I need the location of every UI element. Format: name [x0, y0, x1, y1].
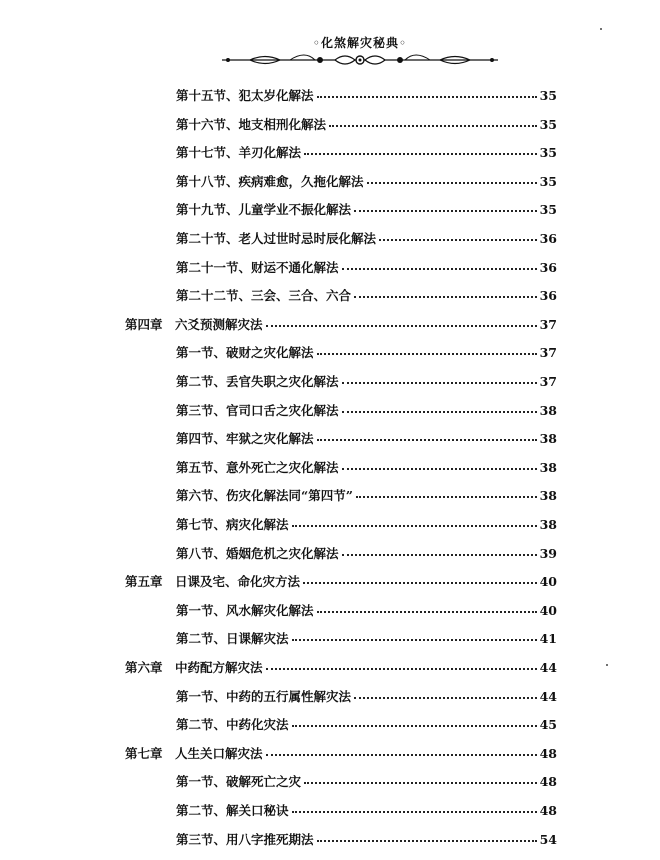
dot-leader: [292, 725, 537, 727]
dot-leader: [354, 697, 537, 699]
toc-section-row: [176, 343, 557, 361]
book-title: ◦化煞解灾秘典◦: [312, 36, 408, 50]
toc-chapter-row: [125, 572, 557, 590]
toc-page-number: 35: [539, 145, 557, 161]
toc-page-number: 37: [539, 374, 557, 389]
toc-entry-title: 第一节、破解死亡之灾: [176, 774, 302, 790]
dot-leader: [317, 439, 537, 441]
toc-chapter-row: [125, 315, 557, 333]
scan-speck: [606, 664, 608, 666]
toc-section-row: [176, 486, 557, 504]
toc-section-row: [176, 372, 557, 390]
dot-leader: [329, 125, 537, 127]
dot-leader: [266, 325, 537, 327]
toc-section-row: [176, 801, 557, 819]
toc-section-row: [176, 115, 557, 133]
toc-section-row: [176, 143, 557, 161]
dot-leader: [266, 668, 537, 670]
toc-entry-title: 第三节、官司口舌之灾化解法: [176, 402, 339, 418]
toc-entry-title: 第五节、意外死亡之灾化解法: [176, 459, 339, 475]
toc-entry-title: 第二十一节、财运不通化解法: [176, 259, 339, 275]
toc-page-number: 36: [539, 288, 557, 304]
toc-entry-title: 第十六节、地支相刑化解法: [176, 116, 327, 132]
dot-leader: [303, 582, 537, 584]
toc-page-number: 35: [539, 116, 557, 132]
toc-page-number: 44: [539, 688, 557, 704]
toc-page-number: 38: [539, 459, 557, 475]
toc-entry-title: 第二节、丢官失职之灾化解法: [176, 374, 339, 389]
dot-leader: [342, 382, 537, 384]
toc-page-number: 37: [539, 345, 557, 361]
toc-entry-title: 第四章 六爻预测解灾法: [125, 316, 263, 332]
toc-entry-title: 第十五节、犯太岁化解法: [176, 88, 314, 103]
dot-leader: [292, 525, 537, 527]
toc-entry-title: 第一节、风水解灾化解法: [176, 602, 314, 618]
toc-page-number: 37: [539, 316, 557, 332]
toc-page-number: 54: [539, 831, 557, 847]
toc-section-row: [176, 172, 557, 190]
toc-entry-title: 第三节、用八字推死期法: [176, 831, 314, 847]
toc-section-row: [176, 458, 557, 476]
dot-leader: [354, 296, 537, 298]
toc-page-number: 45: [539, 717, 557, 733]
toc-section-row: [176, 86, 557, 104]
dot-leader: [342, 411, 537, 413]
header-ornament-icon: [220, 50, 500, 70]
dot-leader: [342, 268, 537, 270]
dot-leader: [342, 468, 537, 470]
toc-entry-title: 第五章 日课及宅、命化灾方法: [125, 574, 301, 590]
toc-page-number: 40: [539, 574, 557, 590]
dot-leader: [304, 153, 537, 155]
toc-entry-title: 第二节、日课解灾法: [176, 631, 289, 647]
toc-entry-title: 第十八节、疾病难愈，久拖化解法: [176, 173, 364, 189]
toc-page-number: 41: [539, 631, 557, 647]
scan-speck: [600, 28, 602, 30]
toc-page-number: 48: [539, 803, 557, 818]
toc-chapter-row: [125, 744, 557, 762]
toc-entry-title: 第二节、中药化灾法: [176, 717, 289, 733]
dot-leader: [354, 210, 537, 212]
toc-page-number: 36: [539, 259, 557, 275]
toc-page-number: 38: [539, 488, 557, 504]
toc-page-number: 35: [539, 173, 557, 189]
toc-section-row: [176, 286, 557, 304]
dot-leader: [317, 840, 537, 842]
dot-leader: [379, 239, 537, 241]
toc-page-number: 38: [539, 402, 557, 418]
dot-leader: [304, 782, 537, 784]
dot-leader: [342, 554, 537, 556]
toc-page-number: 36: [539, 231, 557, 246]
toc-page-number: 40: [539, 602, 557, 618]
toc-entry-title: 第四节、牢狱之灾化解法: [176, 431, 314, 447]
toc-page-number: 38: [539, 431, 557, 447]
dot-leader: [356, 496, 537, 498]
page-header: [220, 34, 500, 74]
toc-section-row: [176, 429, 557, 447]
toc-entry-title: 第二十二节、三会、三合、六合: [176, 288, 352, 304]
toc-chapter-row: [125, 658, 557, 676]
toc-entry-title: 第一节、中药的五行属性解灾法: [176, 688, 352, 704]
toc-section-row: [176, 772, 557, 790]
toc-section-row: [176, 601, 557, 619]
toc-entry-title: 第十九节、儿童学业不振化解法: [176, 202, 352, 218]
dot-leader: [317, 96, 537, 98]
dot-leader: [292, 639, 537, 641]
toc-entry-title: 第六节、伤灾化解法同“第四节”: [176, 488, 353, 504]
toc-entry-title: 第一节、破财之灾化解法: [176, 345, 314, 361]
toc-section-row: [176, 401, 557, 419]
toc-section-row: [176, 229, 557, 247]
dot-leader: [292, 811, 537, 813]
toc-page-number: 38: [539, 517, 557, 532]
toc-entry-title: 第七章 人生关口解灾法: [125, 745, 263, 761]
dot-leader: [317, 353, 537, 355]
toc-entry-title: 第八节、婚姻危机之灾化解法: [176, 545, 339, 561]
toc-page-number: 48: [539, 774, 557, 790]
toc-entry-title: 第七节、病灾化解法: [176, 517, 289, 532]
toc-entry-title: 第二十节、老人过世时忌时辰化解法: [176, 231, 377, 246]
toc-entry-title: 第十七节、羊刃化解法: [176, 145, 302, 161]
toc-section-row: [176, 715, 557, 733]
toc-section-row: [176, 200, 557, 218]
toc-page-number: 44: [539, 660, 557, 675]
toc-page-number: 48: [539, 745, 557, 761]
toc-entry-title: 第二节、解关口秘诀: [176, 803, 289, 818]
toc-section-row: [176, 687, 557, 705]
toc-page-number: 39: [539, 545, 557, 561]
toc-section-row: [176, 830, 557, 848]
toc-page-number: 35: [539, 202, 557, 218]
dot-leader: [317, 611, 537, 613]
toc-section-row: [176, 258, 557, 276]
toc-section-row: [176, 544, 557, 562]
dot-leader: [367, 182, 537, 184]
toc-section-row: [176, 515, 557, 533]
dot-leader: [266, 754, 537, 756]
toc-entry-title: 第六章 中药配方解灾法: [125, 660, 263, 675]
toc-section-row: [176, 629, 557, 647]
toc-page-number: 35: [539, 88, 557, 103]
